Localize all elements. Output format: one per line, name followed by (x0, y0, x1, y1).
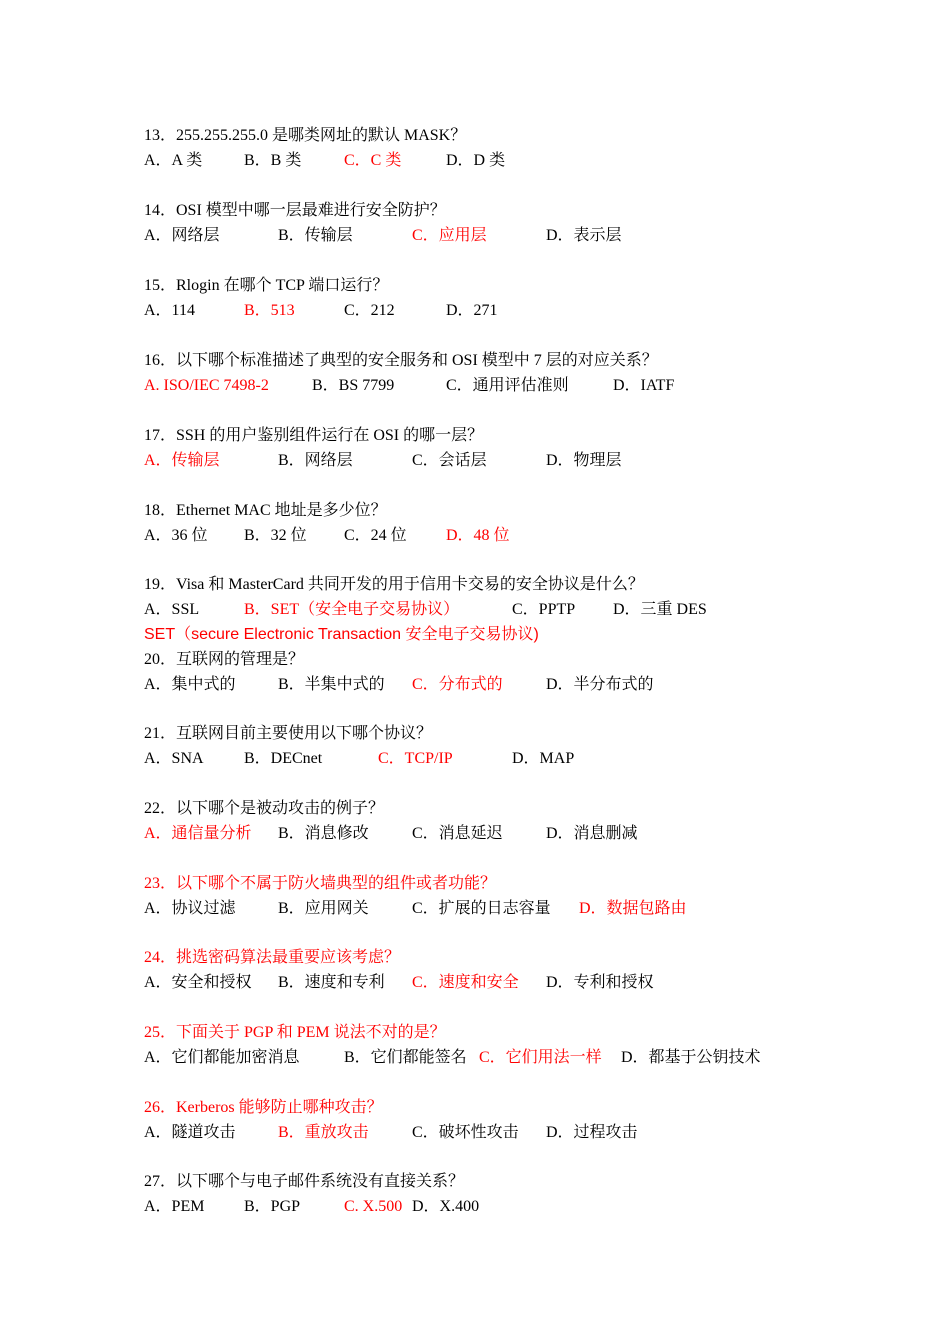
option-b: B．应用网关 (278, 900, 369, 917)
option-b: B．半集中式的 (278, 676, 385, 693)
option-d: D．表示层 (546, 227, 622, 244)
option-a: A．集中式的 (144, 676, 236, 693)
option-d: D．X.400 (412, 1198, 480, 1215)
question-15-stem: 15．Rlogin 在哪个 TCP 端口运行？ (144, 277, 389, 294)
question-21-stem: 21．互联网目前主要使用以下哪个协议？ (144, 725, 433, 742)
option-d: D．IATF (613, 377, 675, 394)
option-a: A．它们都能加密消息 (144, 1049, 300, 1066)
option-b: B．32 位 (244, 527, 307, 544)
option-d-answer: D．48 位 (446, 527, 510, 544)
option-c: C．212 (344, 302, 395, 319)
question-22-stem: 22．以下哪个是被动攻击的例子？ (144, 800, 385, 817)
option-c-answer: C．速度和安全 (412, 974, 519, 991)
option-c-answer: C．TCP/IP (378, 750, 453, 767)
option-a: A．A 类 (144, 152, 203, 169)
option-b: B．DECnet (244, 750, 323, 767)
option-c: C．破坏性攻击 (412, 1124, 519, 1141)
option-c: C．扩展的日志容量 (412, 900, 551, 917)
option-d: D．MAP (512, 750, 575, 767)
option-a: A．PEM (144, 1198, 205, 1215)
option-d: D．三重 DES (613, 601, 707, 618)
option-d: D．271 (446, 302, 498, 319)
question-18-stem: 18．Ethernet MAC 地址是多少位？ (144, 502, 387, 519)
option-c: C．PPTP (512, 601, 576, 618)
question-14-stem: 14．OSI 模型中哪一层最难进行安全防护？ (144, 202, 446, 219)
option-b: B．PGP (244, 1198, 301, 1215)
option-c: C．消息延迟 (412, 825, 503, 842)
option-b: B．BS 7799 (312, 377, 395, 394)
option-d: D．D 类 (446, 152, 506, 169)
option-c-answer: C．应用层 (412, 227, 487, 244)
question-13-stem: 13．255.255.255.0 是哪类网址的默认 MASK？ (144, 127, 467, 144)
option-c: C．会话层 (412, 452, 487, 469)
question-26-stem: 26．Kerberos 能够防止哪种攻击？ (144, 1099, 383, 1116)
option-a-answer: A．通信量分析 (144, 825, 252, 842)
option-b: B．速度和专利 (278, 974, 385, 991)
option-d: D．物理层 (546, 452, 622, 469)
option-c: C．24 位 (344, 527, 407, 544)
option-b-answer: B．SET（安全电子交易协议） (244, 601, 460, 618)
option-a-answer: A．传输层 (144, 452, 220, 469)
option-d: D．专利和授权 (546, 974, 654, 991)
option-a: A．SSL (144, 601, 200, 618)
question-17-stem: 17．SSH 的用户鉴别组件运行在 OSI 的哪一层？ (144, 427, 484, 444)
option-c-answer: C. X.500 (344, 1198, 403, 1215)
option-b-answer: B．重放攻击 (278, 1124, 369, 1141)
question-19-stem: 19．Visa 和 MasterCard 共同开发的用于信用卡交易的安全协议是什么？ (144, 576, 644, 593)
option-c-answer: C．C 类 (344, 152, 402, 169)
option-c: C．通用评估准则 (446, 377, 569, 394)
option-a: A．114 (144, 302, 195, 319)
question-20-stem: 20．互联网的管理是？ (144, 651, 305, 668)
option-d: D．都基于公钥技术 (621, 1049, 761, 1066)
option-b: B．传输层 (278, 227, 353, 244)
option-d: D．半分布式的 (546, 676, 654, 693)
question-23-stem: 23．以下哪个不属于防火墙典型的组件或者功能？ (144, 875, 497, 892)
option-b: B．消息修改 (278, 825, 369, 842)
option-a-answer: A. ISO/IEC 7498-2 (144, 377, 269, 394)
question-25-stem: 25．下面关于 PGP 和 PEM 说法不对的是？ (144, 1024, 446, 1041)
option-c-answer: C．它们用法一样 (479, 1049, 602, 1066)
option-d: D．过程攻击 (546, 1124, 638, 1141)
question-24-stem: 24．挑选密码算法最重要应该考虑？ (144, 949, 401, 966)
question-16-stem: 16．以下哪个标准描述了典型的安全服务和 OSI 模型中 7 层的对应关系？ (144, 352, 658, 369)
option-a: A．安全和授权 (144, 974, 252, 991)
option-b: B．它们都能签名 (344, 1049, 467, 1066)
question-19-note: SET（secure Electronic Transaction 安全电子交易协议) (144, 626, 539, 643)
option-a: A．36 位 (144, 527, 208, 544)
option-d: D．消息删减 (546, 825, 638, 842)
option-a: A．隧道攻击 (144, 1124, 236, 1141)
option-b: B．B 类 (244, 152, 302, 169)
option-b-answer: B．513 (244, 302, 295, 319)
option-a: A．协议过滤 (144, 900, 236, 917)
option-a: A．SNA (144, 750, 204, 767)
question-27-stem: 27．以下哪个与电子邮件系统没有直接关系？ (144, 1173, 465, 1190)
option-d-answer: D．数据包路由 (579, 900, 687, 917)
option-b: B．网络层 (278, 452, 353, 469)
option-c-answer: C．分布式的 (412, 676, 503, 693)
option-a: A．网络层 (144, 227, 220, 244)
